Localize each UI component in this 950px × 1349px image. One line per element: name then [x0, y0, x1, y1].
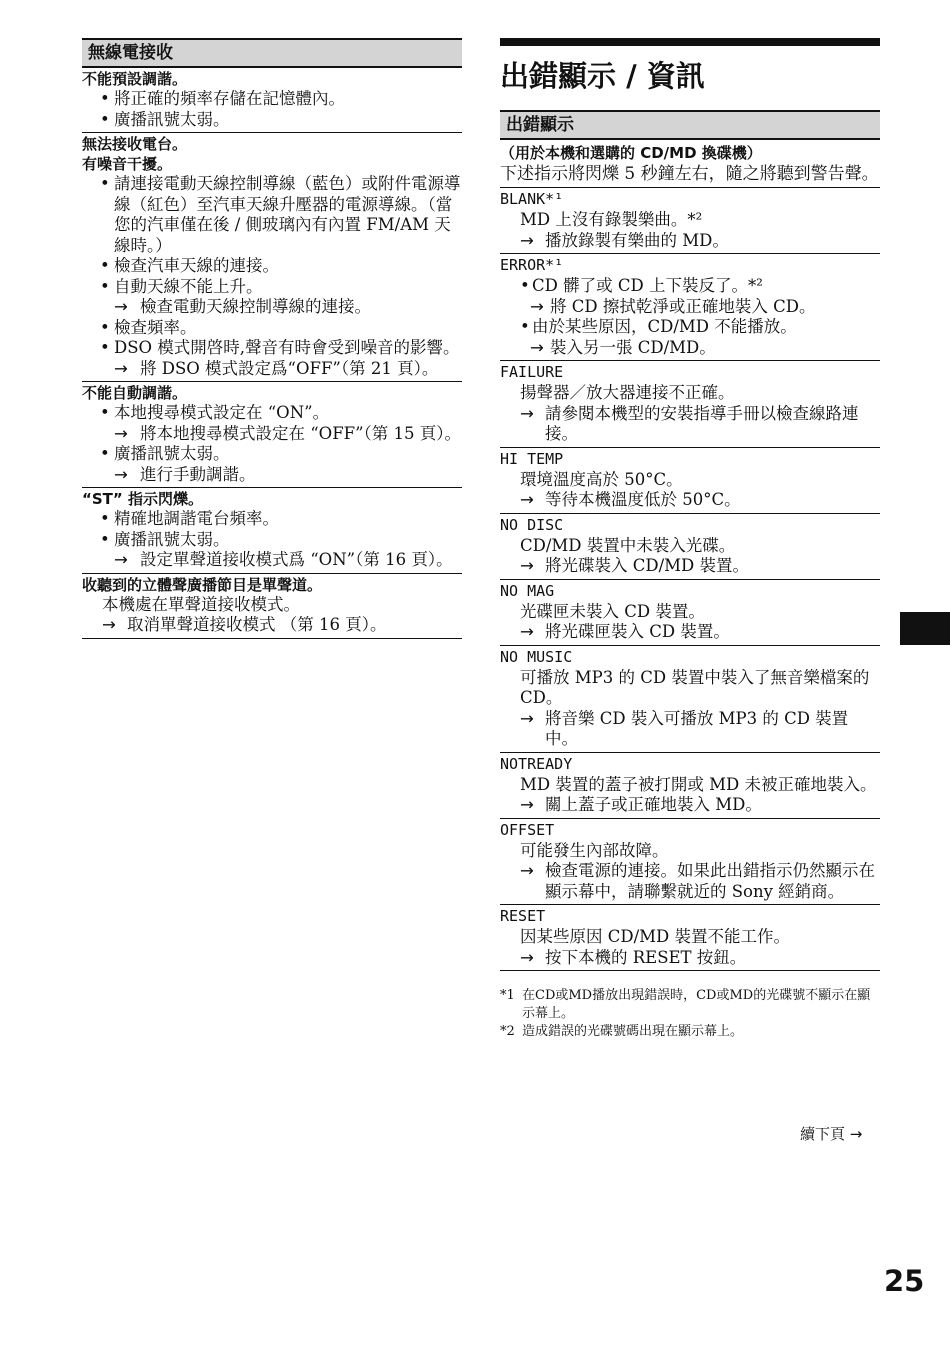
cause-bullet: • DSO 模式開啓時,聲音有時會受到噪音的影響。	[82, 338, 462, 359]
error-code: FAILURE	[500, 363, 564, 381]
cause-text: 可播放 MP3 的 CD 裝置中裝入了無音樂檔案的 CD。	[520, 667, 870, 707]
changer-note: （用於本機和選購的 CD/MD 換碟機）	[500, 144, 762, 162]
remedy-text: → 播放錄製有樂曲的 MD。	[500, 231, 880, 252]
cause-text: MD 上沒有錄製樂曲。*²	[520, 210, 703, 229]
error-code: HI TEMP	[500, 449, 564, 468]
cause-text: 光碟匣未裝入 CD 裝置。	[520, 601, 705, 621]
remedy-text: → 檢查電動天線控制導線的連接。	[82, 297, 462, 318]
symptom-heading: 不能自動調諧。	[82, 384, 188, 402]
right-column	[500, 38, 880, 1041]
remedy-text: → 將 CD 擦拭乾淨或正確地裝入 CD。	[500, 297, 880, 318]
footnote-mark: *2	[500, 1024, 515, 1039]
trouble-section	[82, 68, 462, 133]
cause-bullet: • 廣播訊號太弱。	[82, 530, 462, 551]
symptom-heading: 無法接收電台。	[82, 135, 188, 153]
page-number: 25	[884, 1264, 925, 1298]
cause-text: • CD 髒了或 CD 上下裝反了。*²	[500, 276, 880, 297]
symptom-heading: 有噪音干擾。	[82, 155, 173, 173]
section-tab-marker	[900, 612, 950, 645]
intro-text: 下述指示將閃爍 5 秒鐘左右，隨之將聽到警告聲。	[500, 164, 879, 184]
remedy-text: → 進行手動調諧。	[82, 465, 462, 486]
remedy-text: → 取消單聲道接收模式 （第 16 頁）。	[82, 615, 462, 636]
trouble-section	[82, 488, 462, 574]
remedy-text: → 按下本機的 RESET 按鈕。	[500, 948, 880, 969]
footnote-text: 在CD或MD播放出現錯誤時，CD或MD的光碟號不顯示在顯示幕上。	[522, 988, 871, 1021]
error-code: NO DISC	[500, 515, 564, 534]
remedy-text: → 裝入另一張 CD/MD。	[500, 338, 880, 359]
remedy-text: → 將音樂 CD 裝入可播放 MP3 的 CD 裝置中。	[500, 709, 880, 750]
cause-text: 環境溫度高於 50°C。	[520, 469, 683, 489]
error-entry	[500, 448, 880, 514]
error-entry	[500, 646, 880, 753]
error-code: RESET	[500, 907, 546, 925]
error-code: NO MAG	[500, 581, 555, 600]
cause-text: 可能發生內部故障。	[520, 840, 669, 860]
remedy-text: → 檢查電源的連接。如果此出錯指示仍然顯示在顯示幕中，請聯繫就近的 Sony 經銷商。	[500, 861, 880, 902]
trouble-section	[82, 574, 462, 639]
error-code: BLANK*¹	[500, 190, 564, 208]
page-title: 出錯顯示 / 資訊	[500, 38, 880, 94]
error-entry	[500, 753, 880, 819]
cause-bullet: • 檢查汽車天線的連接。	[82, 256, 462, 277]
cause-bullet: • 自動天線不能上升。	[82, 277, 462, 298]
cause-text: 因某些原因 CD/MD 裝置不能工作。	[520, 927, 791, 946]
remedy-text: → 將光碟裝入 CD/MD 裝置。	[500, 556, 880, 577]
footnote-text: 造成錯誤的光碟號碼出現在顯示幕上。	[522, 1024, 744, 1039]
cause-bullet: • 精確地調諧電台頻率。	[82, 509, 462, 530]
left-column	[82, 38, 462, 639]
remedy-text: → 等待本機溫度低於 50°C。	[500, 490, 880, 511]
error-entry	[500, 361, 880, 448]
trouble-section	[82, 382, 462, 488]
error-entry	[500, 580, 880, 646]
error-entry	[500, 188, 880, 254]
trouble-section	[82, 133, 462, 382]
error-code: NO MUSIC	[500, 647, 573, 666]
footnote	[500, 987, 880, 1023]
remedy-text: → 將 DSO 模式設定爲“OFF”（第 21 頁）。	[82, 359, 462, 380]
cause-bullet: • 檢查頻率。	[82, 318, 462, 339]
cause-text: CD/MD 裝置中未裝入光碟。	[520, 535, 736, 555]
cause-text: 本機處在單聲道接收模式。	[102, 594, 300, 614]
remedy-text: → 關上蓋子或正確地裝入 MD。	[500, 795, 880, 816]
symptom-heading: 不能預設調諧。	[82, 70, 188, 88]
error-entry	[500, 819, 880, 906]
error-code: NOTREADY	[500, 754, 573, 773]
error-entry	[500, 514, 880, 580]
footnote-mark: *1	[500, 988, 515, 1003]
symptom-heading: “ST” 指示閃爍。	[82, 490, 203, 508]
cause-text: 揚聲器／放大器連接不正確。	[520, 383, 735, 402]
footnote	[500, 1023, 880, 1041]
error-entries	[500, 188, 880, 971]
cause-bullet: • 將正確的頻率存儲在記憶體內。	[82, 89, 462, 110]
remedy-text: → 將光碟匣裝入 CD 裝置。	[500, 622, 880, 643]
cause-bullet: • 本地搜尋模式設定在 “ON”。	[82, 403, 462, 424]
error-code: OFFSET	[500, 820, 555, 839]
cause-bullet: • 廣播訊號太弱。	[82, 110, 462, 131]
error-entry	[500, 905, 880, 971]
continued-label: 續下頁 →	[800, 1125, 863, 1143]
cause-text: MD 裝置的蓋子被打開或 MD 未被正確地裝入。	[520, 774, 877, 794]
remedy-text: → 請參閱本機型的安裝指導手冊以檢查線路連接。	[500, 404, 880, 445]
remedy-text: → 設定單聲道接收模式爲 “ON”（第 16 頁）。	[82, 550, 462, 571]
cause-bullet: • 廣播訊號太弱。	[82, 444, 462, 465]
cause-text: • 由於某些原因，CD/MD 不能播放。	[500, 317, 880, 338]
symptom-heading: 收聽到的立體聲廣播節目是單聲道。	[82, 575, 323, 594]
cause-bullet: • 請連接電動天線控制導線（藍色）或附件電源導線（紅色）至汽車天線升壓器的電源導線。（當您的汽車僅在後 / 側玻璃內有內置 FM/AM 天線時。）	[82, 174, 462, 256]
error-code: ERROR*¹	[500, 256, 564, 274]
radio-reception-heading: 無線電接收	[82, 38, 462, 68]
remedy-text: → 將本地搜尋模式設定在 “OFF”（第 15 頁）。	[82, 424, 462, 445]
error-entry	[500, 254, 880, 361]
error-display-heading: 出錯顯示	[500, 110, 880, 140]
left-sections	[82, 68, 462, 639]
footnotes	[500, 987, 880, 1041]
